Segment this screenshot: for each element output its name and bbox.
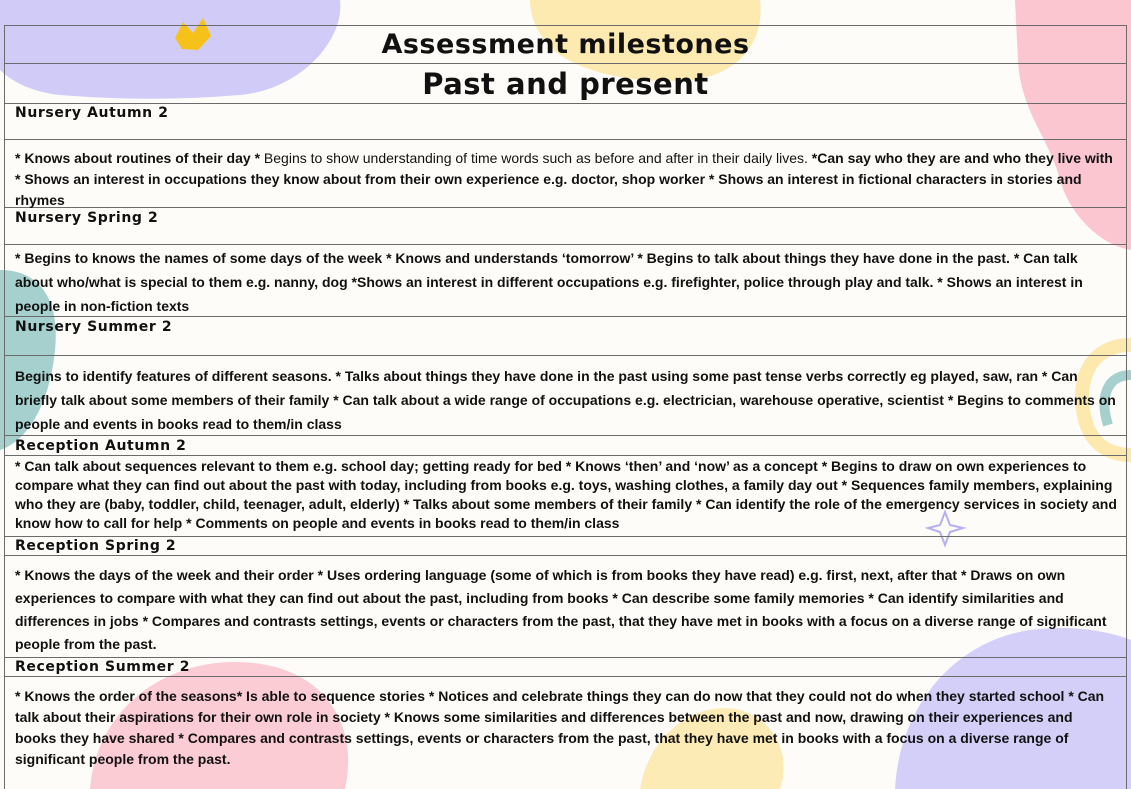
divider: [4, 25, 1127, 26]
divider: [4, 139, 1127, 140]
section-body-nursery-autumn: * Knows about routines of their day * Begins to show understanding of time words such as before and after in their daily lives. *Can say who they are and who they live with * Shows an interest in occupations they know about from their own experience e.g. doctor, shop worker * Shows an interest in fictional characters in stories and rhymes: [15, 150, 1113, 208]
section-heading-reception-spring: Reception Spring 2: [15, 538, 177, 554]
divider: [4, 657, 1127, 658]
divider: [4, 676, 1127, 677]
section-heading-nursery-summer: Nursery Summer 2: [15, 319, 173, 335]
section-body-reception-summer: * Knows the order of the seasons* Is able to sequence stories * Notices and celebrate things they can do now that they could not do when they started school * Can talk about their aspirations for their own role in society * Knows some similarities and differences between the past and now, drawing on their experiences and books they have shared * Compares and contrasts settings, events or characters from the past, that they have met in books with a focus on a diverse range of significant people from the past.: [15, 688, 1105, 767]
divider: [4, 455, 1127, 456]
section-heading-nursery-autumn: Nursery Autumn 2: [15, 105, 169, 121]
divider: [4, 355, 1127, 356]
section-body-nursery-summer: Begins to identify features of different seasons. * Talks about things they have done in the past using some past tense verbs correctly eg played, saw, ran * Can briefly talk about some members of their family * Can talk about a wide range of occupations e.g. electrician, warehouse operative, scientist * Begins to comments on people and events in books read to them/in class: [15, 368, 1116, 432]
section-body-reception-spring: * Knows the days of the week and their order * Uses ordering language (some of which is from books they have read) e.g. first, next, after that * Draws on own experiences to compare with what they can find out about the past, including from books * Can describe some family memories * Can identify similarities and differences in jobs * Compares and contrasts settings, events or characters from the past, that they have met in books with a focus on a diverse range of significant people from the past.: [15, 567, 1107, 652]
page-subtitle: Past and present: [422, 67, 709, 101]
divider: [4, 244, 1127, 245]
section-heading-nursery-spring: Nursery Spring 2: [15, 210, 159, 226]
page-title: Assessment milestones: [381, 29, 750, 60]
divider: [4, 63, 1127, 64]
section-heading-reception-autumn: Reception Autumn 2: [15, 438, 187, 454]
section-heading-reception-summer: Reception Summer 2: [15, 659, 191, 675]
divider: [4, 103, 1127, 104]
divider: [4, 555, 1127, 556]
milestones-document: [4, 25, 1127, 789]
divider: [4, 536, 1127, 537]
section-body-reception-autumn: * Can talk about sequences relevant to them e.g. school day; getting ready for bed * Knows ‘then’ and ‘now’ as a concept * Begins to draw on own experiences to compare what they can find out about the past with today, including from books e.g. toys, washing clothes, a family day out * Sequences family members, explaining who they are (baby, toddler, child, teenager, adult, elderly) * Talks about some members of their family * Can identify the role of the emergency services in society and know how to call for help * Comments on people and events in books read to them/in class: [15, 458, 1117, 531]
section-body-nursery-spring: * Begins to knows the names of some days of the week * Knows and understands ‘tomorrow’ * Begins to talk about things they have done in the past. * Can talk about who/what is special to them e.g. nanny, dog *Shows an interest in different occupations e.g. firefighter, police through play and talk. * Shows an interest in people in non-fiction texts: [15, 250, 1083, 314]
